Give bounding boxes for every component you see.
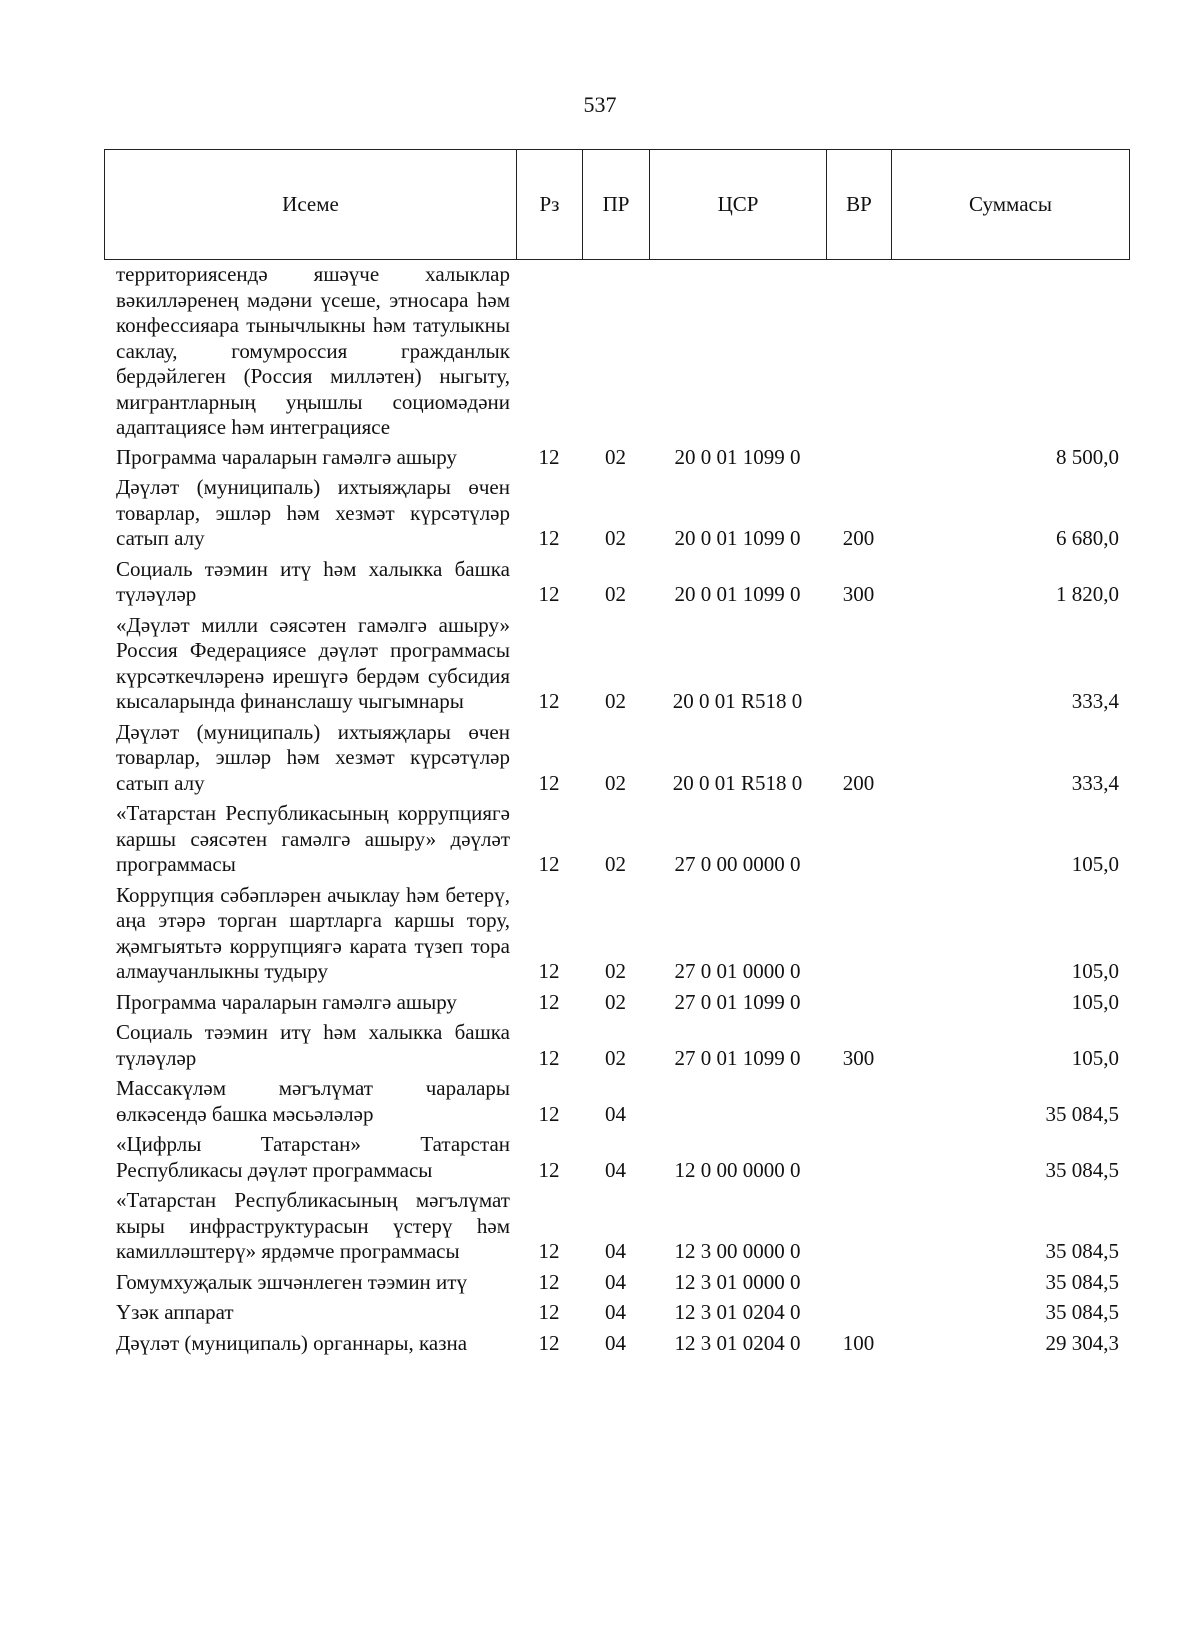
row-rz: 12 [538, 1157, 560, 1182]
table-row [104, 1300, 1129, 1331]
row-pr: 04 [605, 1157, 626, 1182]
row-sum: 35 084,5 [1045, 1239, 1119, 1263]
row-name: «Дәүләт милли сәясәтен гамәлгә ашыру» Россия Федерациясе дәүләт программасы күрсәткечләренә ирешүгә бердәм субсидия кысаларында финанслашу чыгымнары [116, 612, 510, 713]
table-row [104, 1331, 1129, 1362]
table-row [104, 801, 1129, 883]
row-pr: 02 [605, 526, 626, 550]
row-vr [826, 801, 891, 883]
row-sum: 35 084,5 [1045, 1300, 1119, 1324]
row-rz: 12 [538, 989, 560, 1014]
row-name: Гомумхуҗалык эшчәнлеген тәэмин итү [116, 1269, 467, 1294]
row-sum: 8 500,0 [1056, 444, 1119, 469]
table-row [104, 1020, 1129, 1076]
row-csr: 20 0 01 R518 0 [672, 689, 803, 713]
header-vr: ВР [827, 150, 892, 260]
table-row [104, 1188, 1129, 1270]
row-sum: 35 084,5 [1045, 1157, 1119, 1182]
row-pr: 02 [605, 989, 626, 1014]
row-csr: 12 3 01 0204 0 [674, 1330, 801, 1355]
row-rz: 12 [538, 852, 560, 876]
row-name: «Татарстан Республикасының мәгълүмат кыры инфраструктурасын үстерү һәм камилләштерү» ярдәмче программасы [116, 1188, 510, 1263]
table-row [104, 883, 1129, 990]
row-sum: 105,0 [1071, 989, 1119, 1014]
row-pr: 02 [605, 689, 626, 713]
row-pr: 04 [605, 1330, 626, 1355]
row-pr: 02 [605, 959, 626, 983]
row-pr: 04 [605, 1101, 626, 1126]
row-csr: 12 0 00 0000 0 [674, 1157, 801, 1182]
row-sum: 333,4 [1071, 689, 1119, 713]
continuation-text: территориясендә яшәүче халыклар вәкилләренең мәдәни үсеше, этносара һәм конфессияара тынычлыкны һәм татулыкны саклау, гомумроссия гражданлык бердәйлеген (Россия милләтен) ныгыту, мигрантларның уңышлы социомәдәни адаптациясе һәм интеграциясе [116, 262, 510, 439]
table-row [104, 613, 1129, 720]
row-rz: 12 [538, 1101, 560, 1126]
row-vr [826, 1132, 891, 1188]
row-pr: 02 [605, 852, 626, 876]
table-row [104, 990, 1129, 1021]
row-name: Социаль тәэмин итү һәм халыкка башка түләүләр [116, 1020, 510, 1070]
row-pr: 04 [605, 1300, 626, 1324]
row-sum: 6 680,0 [1056, 526, 1119, 550]
row-rz: 12 [538, 1330, 560, 1355]
row-rz: 12 [538, 689, 560, 713]
row-csr: 27 0 01 1099 0 [674, 989, 801, 1014]
row-sum: 333,4 [1071, 770, 1119, 795]
row-name: Массакүләм мәгълүмат чаралары өлкәсендә башка мәсьәләләр [116, 1076, 510, 1126]
row-vr [826, 1076, 891, 1132]
row-name: Программа чараларын гамәлгә ашыру [116, 989, 457, 1014]
row-vr [826, 1300, 891, 1331]
row-pr: 04 [605, 1269, 626, 1294]
row-pr: 02 [605, 582, 626, 606]
continuation-row [104, 262, 1129, 445]
row-csr: 20 0 01 1099 0 [674, 582, 801, 606]
header-sum: Суммасы [892, 150, 1130, 260]
table-row [104, 1076, 1129, 1132]
row-pr: 02 [605, 770, 626, 795]
row-sum: 35 084,5 [1045, 1269, 1119, 1294]
budget-table [104, 262, 1129, 1361]
row-csr: 27 0 01 0000 0 [674, 959, 801, 983]
table-row [104, 557, 1129, 613]
row-vr: 300 [842, 582, 875, 606]
table-row [104, 475, 1129, 557]
table-header [104, 149, 1130, 260]
row-csr: 20 0 01 1099 0 [674, 444, 801, 469]
row-csr: 12 3 00 0000 0 [674, 1239, 801, 1263]
header-rz: Рз [517, 150, 583, 260]
row-name: Үзәк аппарат [116, 1300, 234, 1324]
row-csr: 12 3 01 0000 0 [674, 1269, 801, 1294]
page-number: 537 [583, 92, 617, 117]
row-csr: 27 0 00 0000 0 [674, 852, 801, 876]
row-sum: 105,0 [1071, 1045, 1119, 1070]
row-name: Дәүләт (муниципаль) ихтыяҗлары өчен товарлар, эшләр һәм хезмәт күрсәтүләр сатып алу [116, 719, 510, 795]
row-rz: 12 [538, 1300, 560, 1324]
row-sum: 105,0 [1071, 959, 1119, 983]
header-csr: ЦСР [650, 150, 827, 260]
row-sum: 35 084,5 [1045, 1101, 1119, 1126]
row-rz: 12 [538, 1239, 560, 1263]
row-sum: 105,0 [1071, 852, 1119, 876]
row-rz: 12 [538, 770, 560, 795]
row-csr: 20 0 01 R518 0 [672, 770, 803, 795]
row-vr: 200 [842, 770, 875, 795]
row-rz: 12 [538, 526, 560, 550]
row-csr: 27 0 01 1099 0 [674, 1045, 801, 1070]
row-rz: 12 [538, 959, 560, 983]
row-pr: 02 [605, 1045, 626, 1070]
row-csr: 20 0 01 1099 0 [674, 526, 801, 550]
table-row [104, 720, 1129, 802]
row-vr [826, 1188, 891, 1270]
header-pr: ПР [583, 150, 650, 260]
row-name: Дәүләт (муниципаль) органнары, казна [116, 1330, 468, 1355]
row-vr: 200 [842, 526, 875, 550]
row-pr: 04 [605, 1239, 626, 1263]
table-row [104, 1132, 1129, 1188]
row-rz: 12 [538, 444, 560, 469]
row-sum: 29 304,3 [1045, 1330, 1119, 1355]
row-rz: 12 [538, 1269, 560, 1294]
row-vr [826, 613, 891, 720]
row-vr [826, 990, 891, 1021]
row-name: Дәүләт (муниципаль) ихтыяҗлары өчен товарлар, эшләр һәм хезмәт күрсәтүләр сатып алу [116, 475, 510, 550]
row-vr: 300 [842, 1045, 875, 1070]
row-csr [649, 1076, 826, 1132]
row-name: Коррупция сәбәпләрен ачыклау һәм бетерү, аңа этәрә торган шартларга каршы тору, җәмгыятьтә коррупциягә карата түзеп тора алмаучанлыкны тудыру [116, 882, 510, 983]
row-vr [826, 445, 891, 476]
row-rz: 12 [538, 1045, 560, 1070]
header-name: Исеме [105, 150, 517, 260]
row-pr: 02 [605, 444, 626, 469]
row-csr: 12 3 01 0204 0 [674, 1300, 801, 1324]
row-rz: 12 [538, 582, 560, 606]
row-name: «Цифрлы Татарстан» Татарстан Республикасы дәүләт программасы [116, 1132, 510, 1182]
row-vr [826, 1270, 891, 1301]
table-row [104, 445, 1129, 476]
row-name: Программа чараларын гамәлгә ашыру [116, 444, 457, 469]
row-sum: 1 820,0 [1056, 582, 1119, 606]
table-row [104, 1270, 1129, 1301]
row-vr [826, 883, 891, 990]
row-name: «Татарстан Республикасының коррупциягә каршы сәясәтен гамәлгә ашыру» дәүләт программасы [116, 801, 510, 876]
row-vr: 100 [842, 1330, 875, 1355]
row-name: Социаль тәэмин итү һәм халыкка башка түләүләр [116, 556, 510, 606]
